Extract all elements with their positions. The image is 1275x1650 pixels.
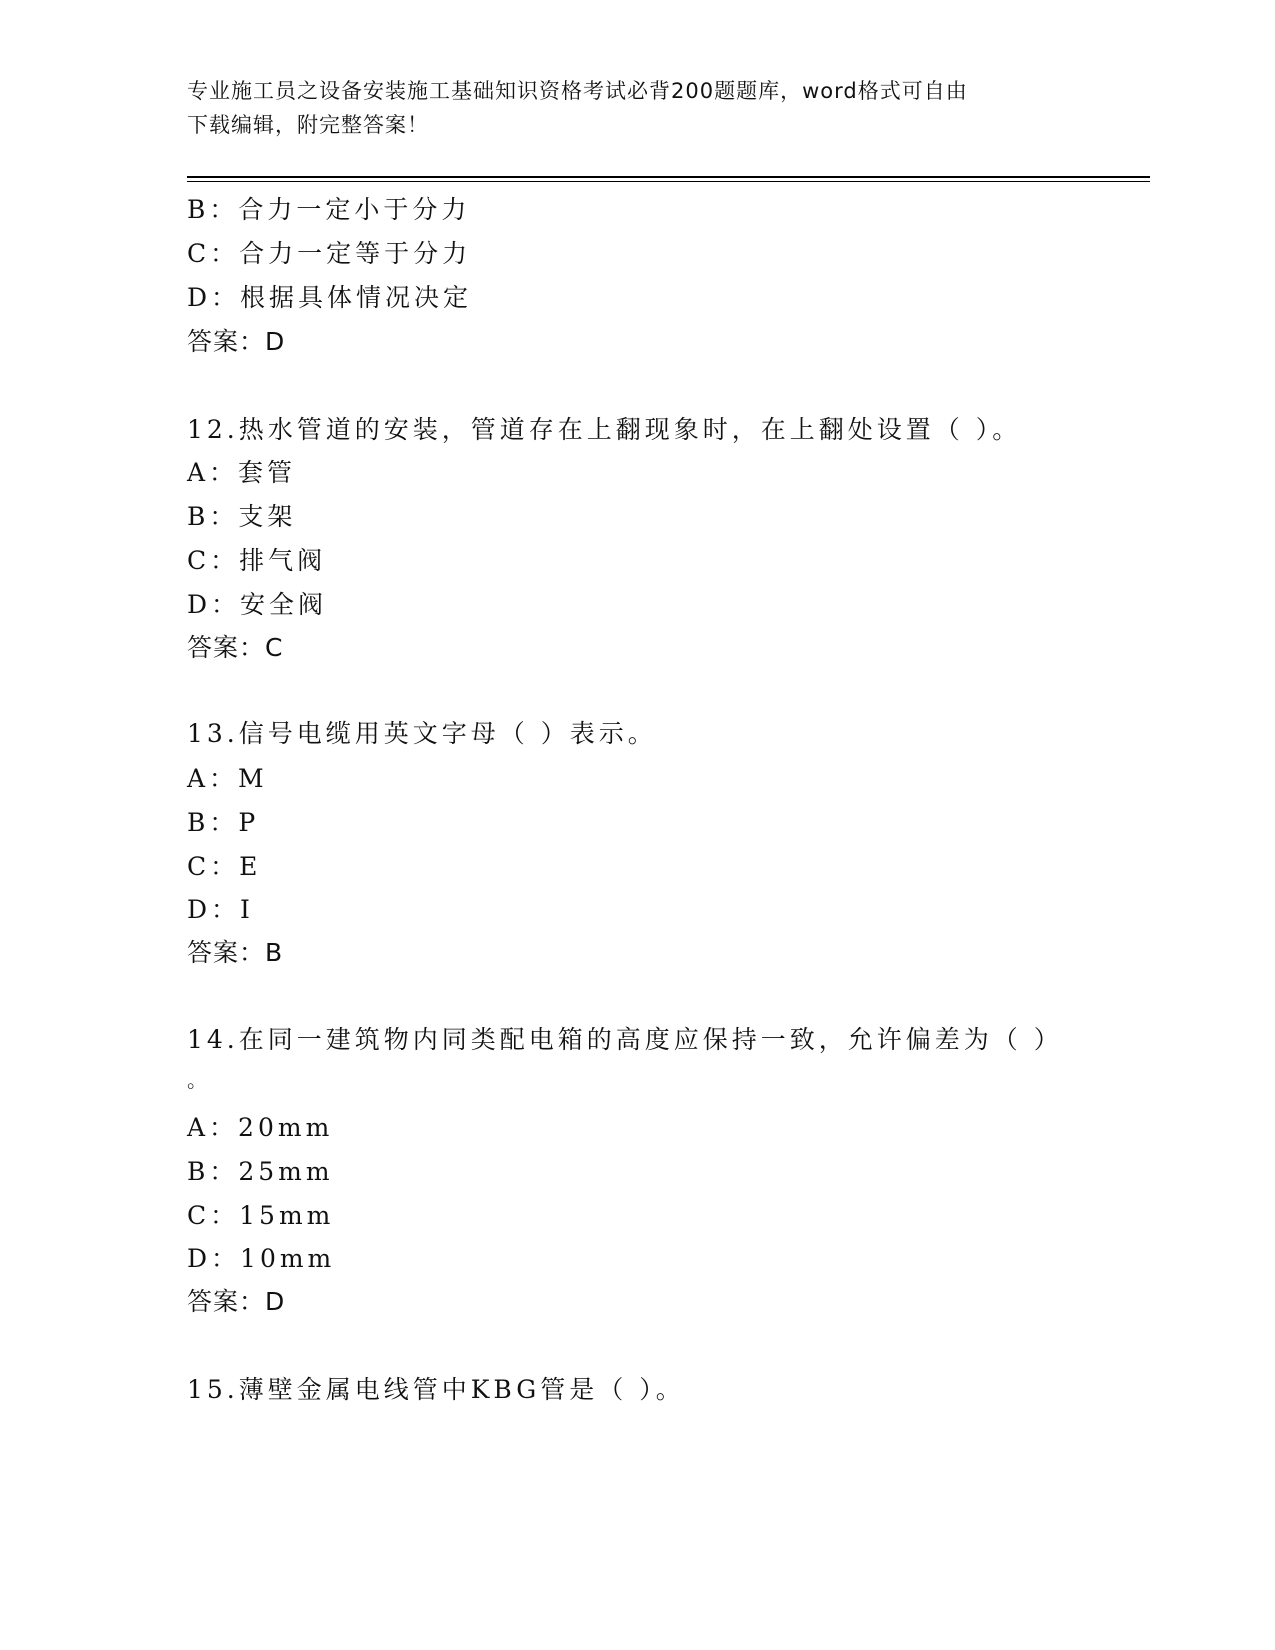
q14-option-a: A：20mm [187, 1113, 334, 1142]
q14-stem: 14.在同一建筑物内同类配电箱的高度应保持一致，允许偏差为（ ） [187, 1025, 1063, 1054]
q12-option-a: A：套管 [187, 458, 297, 487]
q13-option-b: B：P [187, 808, 260, 837]
q14-option-b: B：25mm [187, 1157, 334, 1186]
q12-option-b: B：支架 [187, 502, 297, 531]
q13-option-d: D：I [187, 895, 254, 924]
q15-stem: 15.薄壁金属电线管中KBG管是（ ）。 [187, 1375, 685, 1404]
header-divider-thin [187, 181, 1150, 182]
q12-option-c: C：排气阀 [187, 546, 327, 575]
document-header [187, 74, 1087, 142]
q13-stem: 13.信号电缆用英文字母（ ）表示。 [187, 719, 657, 748]
header-divider-thick [187, 176, 1150, 178]
q12-option-d: D：安全阀 [187, 590, 328, 619]
q11-option-d: D：根据具体情况决定 [187, 283, 473, 312]
header-line-2: 下载编辑，附完整答案！ [187, 113, 429, 137]
q13-option-a: A：M [187, 764, 268, 793]
q11-option-c: C：合力一定等于分力 [187, 239, 472, 268]
q11-option-b: B：合力一定小于分力 [187, 195, 471, 224]
q14-option-c: C：15mm [187, 1201, 335, 1230]
q14-option-d: D：10mm [187, 1244, 336, 1273]
header-line-1: 专业施工员之设备安装施工基础知识资格考试必背200题题库，word格式可自由 [187, 79, 968, 103]
q14-answer: 答案：D [187, 1287, 286, 1316]
q12-answer: 答案：C [187, 633, 284, 662]
q11-answer: 答案：D [187, 327, 286, 356]
q12-stem: 12.热水管道的安装，管道存在上翻现象时，在上翻处设置（ ）。 [187, 415, 1022, 444]
q14-stem-continuation: 。 [187, 1068, 211, 1092]
q13-option-c: C：E [187, 852, 262, 881]
q13-answer: 答案：B [187, 938, 284, 967]
